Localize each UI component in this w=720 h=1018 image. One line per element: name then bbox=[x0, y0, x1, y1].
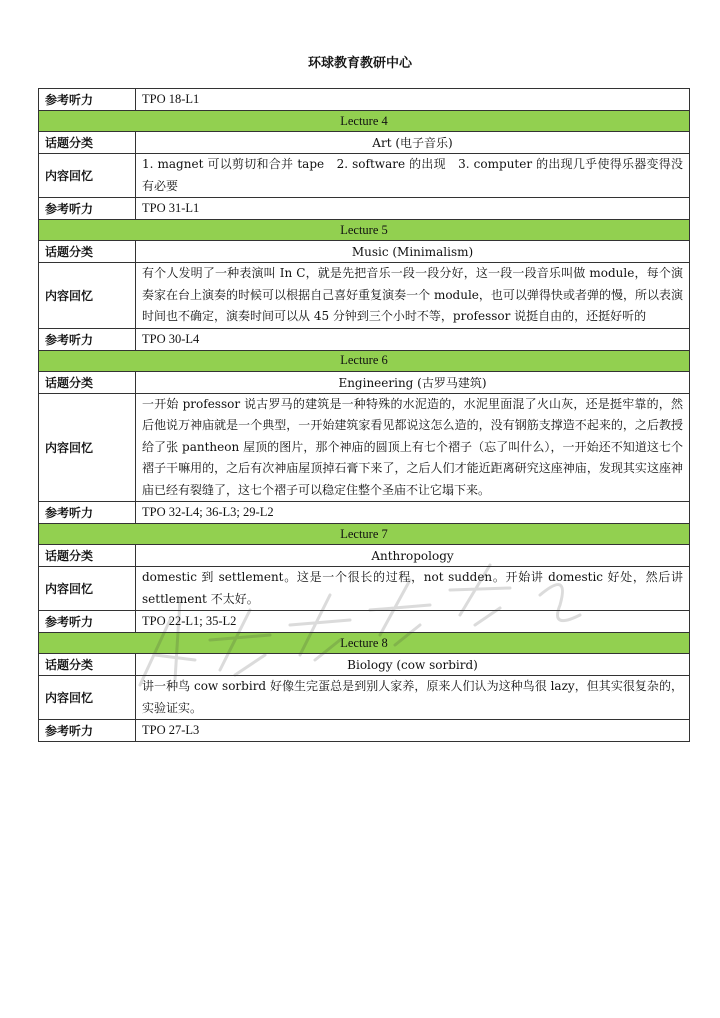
lecture-heading: Lecture 5 bbox=[39, 220, 690, 241]
reference-value: TPO 32-L4; 36-L3; 29-L2 bbox=[136, 502, 690, 524]
topic-value: Music (Minimalism) bbox=[136, 241, 690, 263]
topic-row bbox=[39, 545, 690, 567]
lecture-table bbox=[38, 88, 690, 742]
reference-row bbox=[39, 611, 690, 633]
recall-value: 1. magnet 可以剪切和合并 tape 2. software 的出现 3. computer 的出现几乎使得乐器变得没有必要 bbox=[136, 154, 690, 198]
recall-value: 一开始 professor 说古罗马的建筑是一种特殊的水泥造的，水泥里面混了火山灰，还是挺牢靠的，然后他说万神庙就是一个典型，一开始建筑家看见都说这怎么造的，没有钢筋支撑造不起来的，之后教授给了张 pantheon 屋顶的图片，那个神庙的圆顶上有七个褶子（忘了叫什么），一开始还不知道这七个褶子干嘛用的，之后有次神庙屋顶掉石膏下来了，之后人们才能近距离研究这座神庙，发现其实这座神庙已经有裂缝了，这七个褶子可以稳定住整个圣庙不让它塌下来。 bbox=[136, 393, 690, 502]
reference-row bbox=[39, 89, 690, 111]
reference-label: 参考听力 bbox=[39, 198, 136, 220]
reference-row bbox=[39, 198, 690, 220]
lecture-heading: Lecture 6 bbox=[39, 350, 690, 371]
reference-value: TPO 22-L1; 35-L2 bbox=[136, 611, 690, 633]
reference-label: 参考听力 bbox=[39, 611, 136, 633]
recall-row bbox=[39, 567, 690, 611]
lecture-heading-row bbox=[39, 350, 690, 371]
reference-value: TPO 18-L1 bbox=[136, 89, 690, 111]
reference-value: TPO 30-L4 bbox=[136, 328, 690, 350]
reference-label: 参考听力 bbox=[39, 502, 136, 524]
reference-value: TPO 31-L1 bbox=[136, 198, 690, 220]
reference-label: 参考听力 bbox=[39, 720, 136, 742]
lecture-heading: Lecture 4 bbox=[39, 111, 690, 132]
recall-label: 内容回忆 bbox=[39, 676, 136, 720]
topic-value: Art (电子音乐) bbox=[136, 132, 690, 154]
topic-row bbox=[39, 654, 690, 676]
reference-row bbox=[39, 502, 690, 524]
topic-label: 话题分类 bbox=[39, 241, 136, 263]
reference-value: TPO 27-L3 bbox=[136, 720, 690, 742]
lecture-heading-row bbox=[39, 220, 690, 241]
recall-value: 讲一种鸟 cow sorbird 好像生完蛋总是到别人家养，原来人们认为这种鸟很 lazy，但其实很复杂的，实验证实。 bbox=[136, 676, 690, 720]
recall-label: 内容回忆 bbox=[39, 263, 136, 329]
recall-value: 有个人发明了一种表演叫 In C，就是先把音乐一段一段分好，这一段一段音乐叫做 module，每个演奏家在台上演奏的时候可以根据自己喜好重复演奏一个 module，也可以弹得快或者弹的慢，所以表演时间也不确定，演奏时间可以从 45 分钟到三个小时不等，professor 说挺自由的，还挺好听的 bbox=[136, 263, 690, 329]
lecture-heading-row bbox=[39, 524, 690, 545]
recall-row bbox=[39, 154, 690, 198]
topic-value: Engineering (古罗马建筑) bbox=[136, 371, 690, 393]
topic-label: 话题分类 bbox=[39, 654, 136, 676]
reference-label: 参考听力 bbox=[39, 89, 136, 111]
recall-label: 内容回忆 bbox=[39, 393, 136, 502]
topic-row bbox=[39, 371, 690, 393]
topic-label: 话题分类 bbox=[39, 545, 136, 567]
recall-row bbox=[39, 263, 690, 329]
topic-row bbox=[39, 241, 690, 263]
recall-label: 内容回忆 bbox=[39, 154, 136, 198]
lecture-heading: Lecture 8 bbox=[39, 633, 690, 654]
recall-label: 内容回忆 bbox=[39, 567, 136, 611]
topic-value: Biology (cow sorbird) bbox=[136, 654, 690, 676]
topic-row bbox=[39, 132, 690, 154]
lecture-heading-row bbox=[39, 633, 690, 654]
page-header: 环球教育教研中心 bbox=[307, 56, 412, 71]
lecture-heading-row bbox=[39, 111, 690, 132]
topic-label: 话题分类 bbox=[39, 371, 136, 393]
topic-label: 话题分类 bbox=[39, 132, 136, 154]
lecture-heading: Lecture 7 bbox=[39, 524, 690, 545]
reference-row bbox=[39, 328, 690, 350]
recall-value: domestic 到 settlement。这是一个很长的过程，not sudden。开始讲 domestic 好处，然后讲 settlement 不太好。 bbox=[136, 567, 690, 611]
reference-label: 参考听力 bbox=[39, 328, 136, 350]
reference-row bbox=[39, 720, 690, 742]
topic-value: Anthropology bbox=[136, 545, 690, 567]
recall-row bbox=[39, 393, 690, 502]
recall-row bbox=[39, 676, 690, 720]
